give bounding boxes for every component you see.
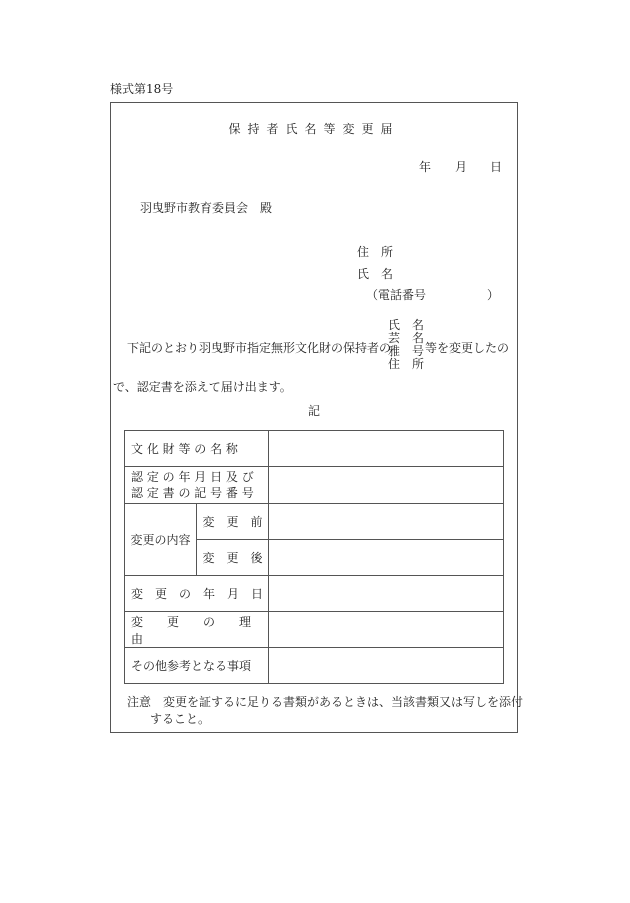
phone-close-label: ）	[487, 288, 500, 302]
option-stage-name: 芸 名	[388, 331, 425, 345]
property-name-cell[interactable]	[269, 431, 504, 467]
date-year-label: 年	[419, 160, 432, 174]
intro-line2: で、認定書を添えて届け出ます。	[113, 380, 292, 394]
date-day-label: 日	[490, 160, 503, 174]
change-date-cell[interactable]	[269, 576, 504, 612]
note-line2: すること。	[150, 712, 211, 726]
name-label: 氏 名	[357, 267, 394, 281]
row-label-certification	[125, 467, 269, 504]
note-line1: 注意 変更を証するに足りる書類があるときは、当該書類又は写しを添付	[127, 695, 524, 709]
row-label-reason: 変 更 の 理 由	[125, 612, 269, 648]
row-label-other: その他参考となる事項	[125, 648, 269, 684]
intro-line1-pre: 下記のとおり羽曳野市指定無形文化財の保持者の	[127, 341, 392, 355]
details-table	[124, 430, 504, 684]
option-stack	[388, 319, 424, 371]
table-row	[125, 504, 504, 540]
table-row	[125, 467, 504, 504]
address-label: 住 所	[357, 245, 394, 259]
table-row	[125, 576, 504, 612]
certification-label-line2: 認 定 書 の 記 号 番 号	[131, 486, 254, 500]
row-label-before: 変 更 前	[197, 504, 269, 540]
certification-cell[interactable]	[269, 467, 504, 504]
reason-cell[interactable]	[269, 612, 504, 648]
phone-open-label: （電話番号	[366, 288, 427, 302]
form-number: 様式第18号	[110, 82, 174, 96]
after-cell[interactable]	[269, 540, 504, 576]
date-month-label: 月	[455, 160, 468, 174]
row-label-after: 変 更 後	[197, 540, 269, 576]
row-label-property-name: 文 化 財 等 の 名 称	[125, 431, 269, 467]
table-row	[125, 612, 504, 648]
intro-line1-post: 等を変更したの	[425, 341, 510, 355]
other-cell[interactable]	[269, 648, 504, 684]
form-title: 保持者氏名等変更届	[228, 122, 400, 136]
certification-label-line1: 認 定 の 年 月 日 及 び	[131, 470, 254, 484]
option-address: 住 所	[388, 357, 425, 371]
ki-heading: 記	[307, 404, 320, 418]
table-row	[125, 431, 504, 467]
row-label-change-content: 変更の内容	[125, 504, 197, 576]
before-cell[interactable]	[269, 504, 504, 540]
row-label-change-date: 変 更 の 年 月 日	[125, 576, 269, 612]
addressee: 羽曳野市教育委員会 殿	[140, 201, 273, 215]
option-pen-name: 雅 号	[388, 344, 425, 358]
table-row	[125, 648, 504, 684]
option-name: 氏 名	[388, 318, 425, 332]
